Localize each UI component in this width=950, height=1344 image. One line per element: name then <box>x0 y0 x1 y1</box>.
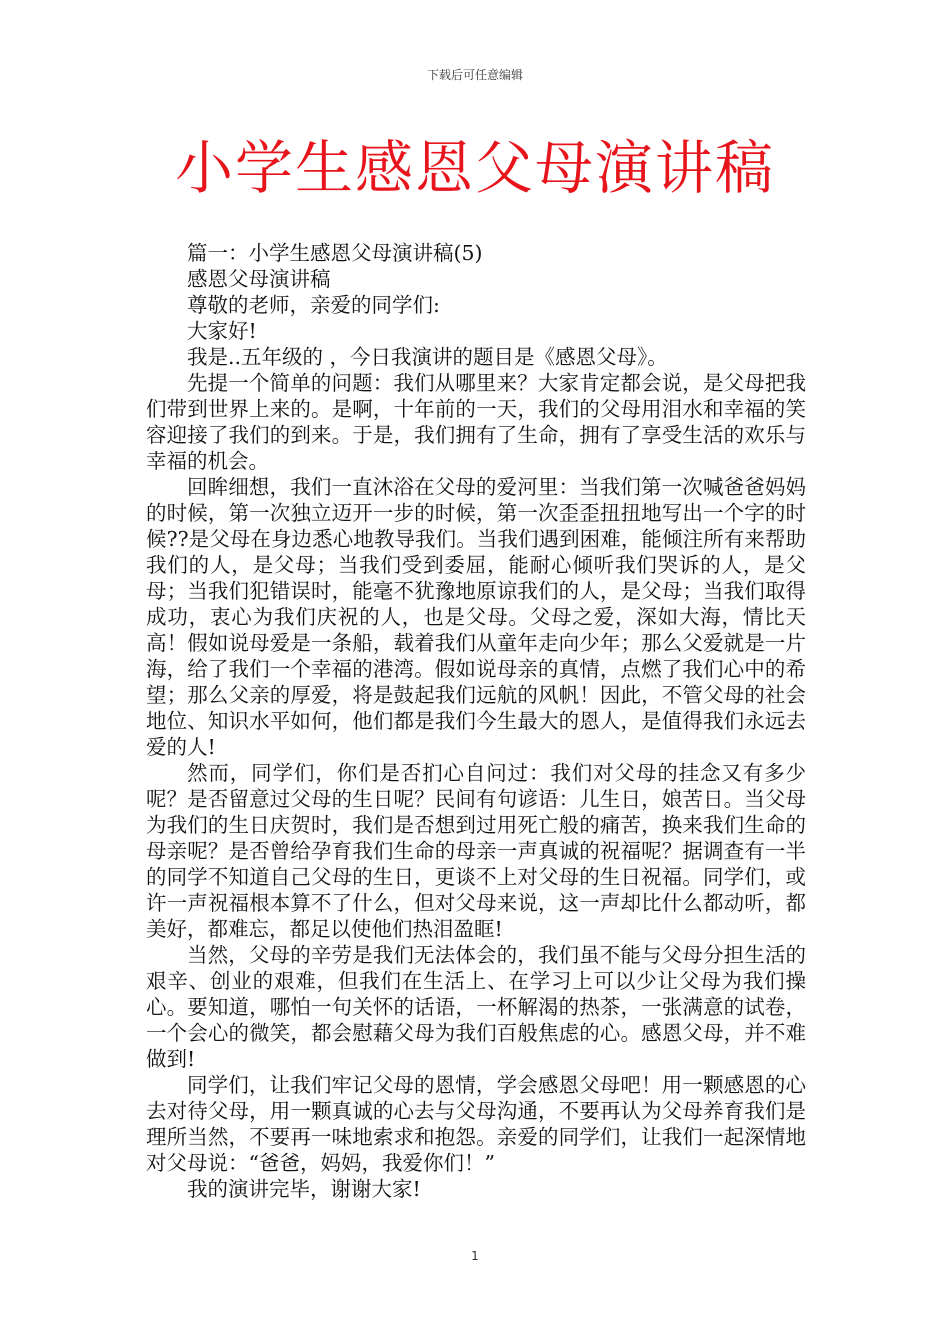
header-note: 下载后可任意编辑 <box>426 68 523 82</box>
paragraph: 同学们，让我们牢记父母的恩情，学会感恩父母吧！用一颗感恩的心去对待父母，用一颗真诚的心去与父母沟通，不要再认为父母养育我们是理所当然，不要再一味地索求和抱怨。亲爱的同学们，让我们一起深情地对父母说：“爸爸，妈妈，我爱你们！” <box>146 1073 806 1175</box>
paragraph: 回眸细想，我们一直沐浴在父母的爱河里：当我们第一次喊爸爸妈妈的时候，第一次独立迈开一步的时候，第一次歪歪扭扭地写出一个字的时候??是父母在身边悉心地教导我们。当我们遇到困难，能倾注所有来帮助我们的人，是父母；当我们受到委屈，能耐心倾听我们哭诉的人，是父母；当我们犯错误时，能毫不犹豫地原谅我们的人，是父母；当我们取得成功，衷心为我们庆祝的人，也是父母。父母之爱，深如大海，情比天高！假如说母爱是一条船，载着我们从童年走向少年；那么父爱就是一片海，给了我们一个幸福的港湾。假如说母亲的真情，点燃了我们心中的希望；那么父亲的厚爱，将是鼓起我们远航的风帆！因此，不管父母的社会地位、知识水平如何，他们都是我们今生最大的恩人，是值得我们永远去爱的人! <box>146 475 806 759</box>
paragraph: 先提一个简单的问题：我们从哪里来？大家肯定都会说，是父母把我们带到世界上来的。是啊，十年前的一天，我们的父母用泪水和幸福的笑容迎接了我们的到来。于是，我们拥有了生命，拥有了享受生活的欢乐与幸福的机会。 <box>146 371 806 473</box>
paragraph: 当然，父母的辛劳是我们无法体会的，我们虽不能与父母分担生活的艰辛、创业的艰难，但我们在生活上、在学习上可以少让父母为我们操心。要知道，哪怕一句关怀的话语，一杯解渴的热茶，一张满意的试卷，一个会心的微笑，都会慰藉父母为我们百般焦虑的心。感恩父母，并不难做到! <box>146 943 806 1071</box>
paragraph: 感恩父母演讲稿 <box>187 267 331 291</box>
paragraph: 我的演讲完毕，谢谢大家! <box>187 1177 421 1201</box>
paragraph: 我是..五年级的 ，今日我演讲的题目是《感恩父母》。 <box>187 345 668 369</box>
paragraph: 尊敬的老师，亲爱的同学们: <box>187 293 440 317</box>
paragraph: 篇一：小学生感恩父母演讲稿(5) <box>187 241 483 265</box>
page-number: 1 <box>471 1249 479 1263</box>
paragraph: 然而，同学们，你们是否扪心自问过：我们对父母的挂念又有多少呢？是否留意过父母的生日呢？民间有句谚语：儿生日，娘苦日。当父母为我们的生日庆贺时，我们是否想到过用死亡般的痛苦，换来我们生命的母亲呢？是否曾给孕育我们生命的母亲一声真诚的祝福呢？据调查有一半的同学不知道自己父母的生日，更谈不上对父母的生日祝福。同学们，或许一声祝福根本算不了什么，但对父母来说，这一声却比什么都动听，都美好，都难忘，都足以使他们热泪盈眶! <box>146 761 806 941</box>
paragraph: 大家好! <box>187 319 257 343</box>
document-body <box>146 240 806 1202</box>
document-title: 小学生感恩父母演讲稿 <box>174 134 775 202</box>
